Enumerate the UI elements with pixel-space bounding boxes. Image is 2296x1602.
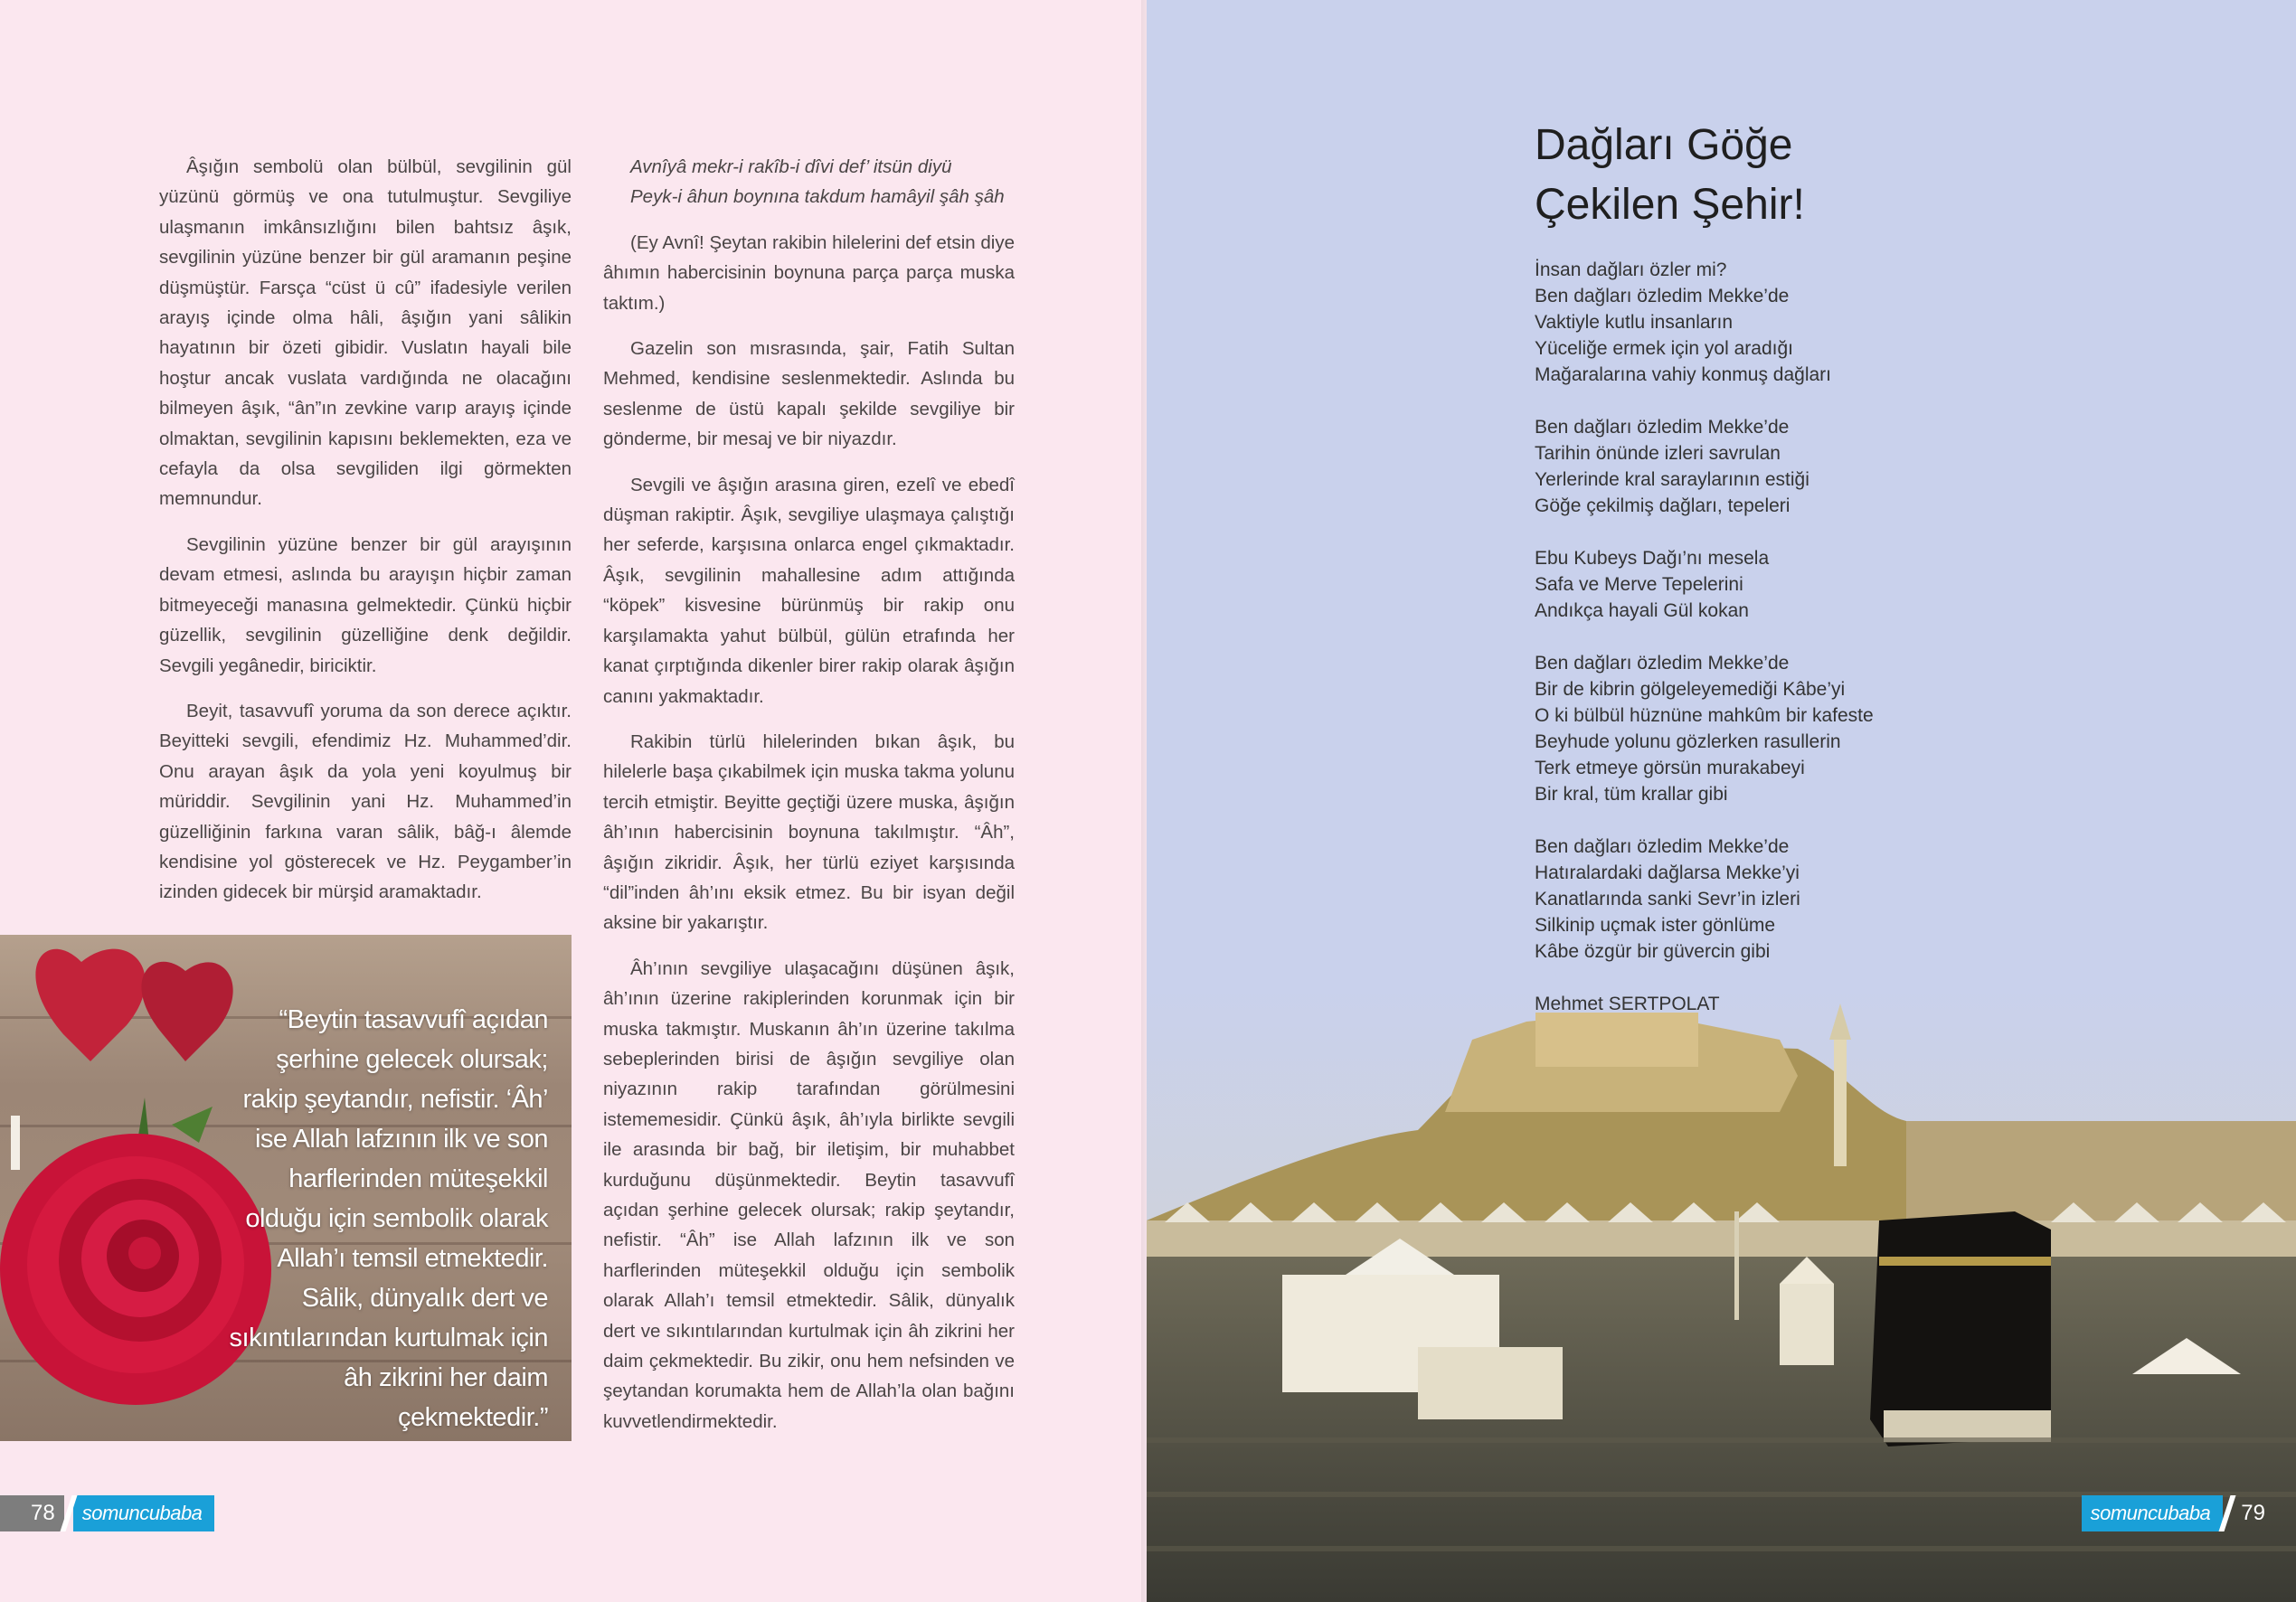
rose-image-quote-box — [0, 935, 572, 1441]
poem-line: Kanatlarında sanki Sevr’in izleri — [1535, 889, 1800, 909]
poem-title — [1535, 116, 1805, 235]
poem-body — [1535, 257, 1874, 1017]
paragraph: Sevgili ve âşığın arasına giren, ezelî ve ebedî düşman rakiptir. Âşık, sevgiliye ulaşmaya çalıştığı her seferde, karşısına onlarca engel çıkmaktadır. Âşık, sevgilinin mahallesine adım attığında “köpek” kisvesine bürünmüş bir rakip onu karşılamakta yahut bülbül, gülün etrafında her kanat çırptığında dikenler birer rakip olarak âşığın canını yakmaktadır. — [603, 474, 1015, 707]
paragraph: Gazelin son mısrasında, şair, Fatih Sultan Mehmed, kendisine seslenmektedir. Aslında bu seslenme de üstü kapalı şekilde sevgiliye bir gönderme, bir mesaj ve bir niyazdır. — [603, 338, 1015, 450]
paragraph: (Ey Avnî! Şeytan rakibin hilelerini def etsin diye âhımın habercisinin boynuna parça parça muska taktım.) — [603, 231, 1015, 314]
poem-line: Mağaralarına vahiy konmuş dağları — [1535, 364, 1832, 385]
footer-left — [0, 1495, 214, 1531]
poem-line: Ben dağları özledim Mekke’de — [1535, 653, 1790, 674]
poem-line: Ben dağları özledim Mekke’de — [1535, 836, 1790, 857]
poem-title-line: Çekilen Şehir! — [1535, 181, 1805, 229]
poem-stanza — [1535, 545, 1874, 624]
text-column-1 — [159, 152, 572, 923]
page-number: 79 — [2241, 1501, 2265, 1525]
poem-line: Tarihin önünde izleri savrulan — [1535, 443, 1781, 464]
poem-line: Ebu Kubeys Dağı’nı mesela — [1535, 548, 1770, 569]
footer-right — [2082, 1495, 2296, 1531]
poem-line: Beyhude yolunu gözlerken rasullerin — [1535, 731, 1841, 752]
paragraph: Rakibin türlü hilelerinden bıkan âşık, bu hilelerle başa çıkabilmek için muska takma yolunu tercih etmiştir. Beyitte geçtiği üzere muska, âşığın âh’ının habercisinin boynuna takılmıştır. “Âh”, âşığın zikridir. Âşık, her türlü eziyet karşısında “dil”inden âh’ını eksik etmez. Bu bir isyan değil aksine bir yakarıştır. — [603, 730, 1015, 934]
right-page — [1147, 0, 2296, 1602]
poem-author: Mehmet SERTPOLAT — [1535, 994, 1720, 1014]
paragraph: Âşığın sembolü olan bülbül, sevgilinin gül yüzünü görmüş ve ona tutulmuştur. Sevgiliye ulaşmanın imkânsızlığını bilen bahtsız âşık, sevgilinin yüzüne benzer bir gül aramanın peşine düşmüştür. Farsça “cüst ü cû” ifadesiyle verilen arayış içinde olma hâli, âşığın yani sâlikin hayatının bir özeti gibidir. Vuslatın hayali bile hoştur ancak vuslata vardığında ne olacağını bilmeyen âşık, “ân”ın zevkine varıp arayış içinde olmaktan, sevgilinin kapısını beklemekten, eza ve cefayla da olsa sevgiliden ilgi görmekten memnundur. — [159, 156, 572, 510]
paragraph: Âh’ının sevgiliye ulaşacağını düşünen âşık, âh’ının üzerine rakiplerinden korunmak için bir muska takmıştır. Muskanın âh’ın üzerine takılma sebeplerinden birisi de âşığın sevgiliye olan niyazının rakip tarafından görülmesini istememesidir. Çünkü âşık, âh’ıyla birlikte sevgili ile arasında bir bağ, bir iletişim, bir muhabbet kurduğunu düşünmektedir. Beytin tasavvufî açıdan şerhine gelecek olursak; rakip şeytandır, nefistir. “Âh” ise Allah lafzının ilk ve son harflerinden müteşekkil olduğu için sembolik olarak Allah’ı temsil etmektedir. Sâlik, dünyalık dert ve sıkıntılarından kurtulmak için âh zikrini her daim çekmektedir. Bu zikir, onu hem nefsinden ve şeytandan korumakta hem de Allah’la olan bağını kuvvetlendirmektedir. — [603, 957, 1015, 1432]
poem-line: Terk etmeye görsün murakabeyi — [1535, 758, 1805, 778]
verse-line: Avnîyâ mekr-i rakîb-i dîvi def’ itsün diyü — [630, 156, 952, 177]
poem-line: Ben dağları özledim Mekke’de — [1535, 286, 1790, 306]
poem-line: Göğe çekilmiş dağları, tepeleri — [1535, 495, 1791, 516]
poem-line: Yerlerinde kral saraylarının estiği — [1535, 469, 1809, 490]
verse-line: Peyk-i âhun boynına takdum hamâyil şâh şâh — [630, 186, 1005, 208]
brand-logo: somuncubaba — [73, 1495, 215, 1531]
poem-line: Vaktiyle kutlu insanların — [1535, 312, 1734, 333]
brand-logo: somuncubaba — [2082, 1495, 2224, 1531]
page-number: 78 — [0, 1495, 64, 1531]
poem-stanza — [1535, 257, 1874, 388]
poem-line: Yüceliğe ermek için yol aradığı — [1535, 338, 1793, 359]
poem-line: O ki bülbül hüznüne mahkûm bir kafeste — [1535, 705, 1874, 726]
poem-line: Kâbe özgür bir güvercin gibi — [1535, 941, 1771, 962]
poem-line: Ben dağları özledim Mekke’de — [1535, 417, 1790, 438]
poem-line: Silkinip uçmak ister gönlüme — [1535, 915, 1776, 936]
poem-line: Bir de kibrin gölgeleyemediği Kâbe’yi — [1535, 679, 1846, 700]
paragraph: Sevgilinin yüzüne benzer bir gül arayışının devam etmesi, aslında bu arayışın hiçbir zaman bitmeyeceği manasına gelmektedir. Çünkü hiçbir güzellik, sevgilinin güzelliğine denk değildir. Sevgili yegânedir, biriciktir. — [159, 533, 572, 676]
left-page — [0, 0, 1147, 1602]
poem-title-line: Dağları Göğe — [1535, 121, 1793, 169]
poem-line: Safa ve Merve Tepelerini — [1535, 574, 1743, 595]
poem-line: Bir kral, tüm krallar gibi — [1535, 784, 1728, 805]
poem-stanza — [1535, 650, 1874, 807]
text-column-2 — [603, 152, 1015, 1452]
poem-stanza — [1535, 834, 1874, 965]
poem-line: Andıkça hayali Gül kokan — [1535, 600, 1749, 621]
pull-quote: “Beytin tasavvufî açıdan şerhine gelecek olursak; rakip şeytandır, nefistir. ‘Âh’ ise Allah lafzının ilk ve son harflerinden müteşekkil olduğu için sembolik olarak Allah’ı temsil etmektedir. Sâlik, dünyalık dert ve sıkıntılarından kurtulmak için âh zikrini her daim çekmektedir.” — [229, 1005, 548, 1432]
poem-line: Hatıralardaki dağlarsa Mekke’yi — [1535, 862, 1800, 883]
paragraph: Beyit, tasavvufî yoruma da son derece açıktır. Beyitteki sevgili, efendimiz Hz. Muhammed’dir. Onu arayan âşık da yola yeni koyulmuş bir müriddir. Sevgilinin yani Hz. Muhammed’in güzelliğinin farkına varan sâlik, bâğ-ı âlemde kendisine yol gösterecek ve Hz. Peygamber’in izinden gidecek bir mürşid aramaktadır. — [159, 700, 572, 903]
poem-line: İnsan dağları özler mi? — [1535, 259, 1727, 280]
poem-stanza — [1535, 414, 1874, 519]
